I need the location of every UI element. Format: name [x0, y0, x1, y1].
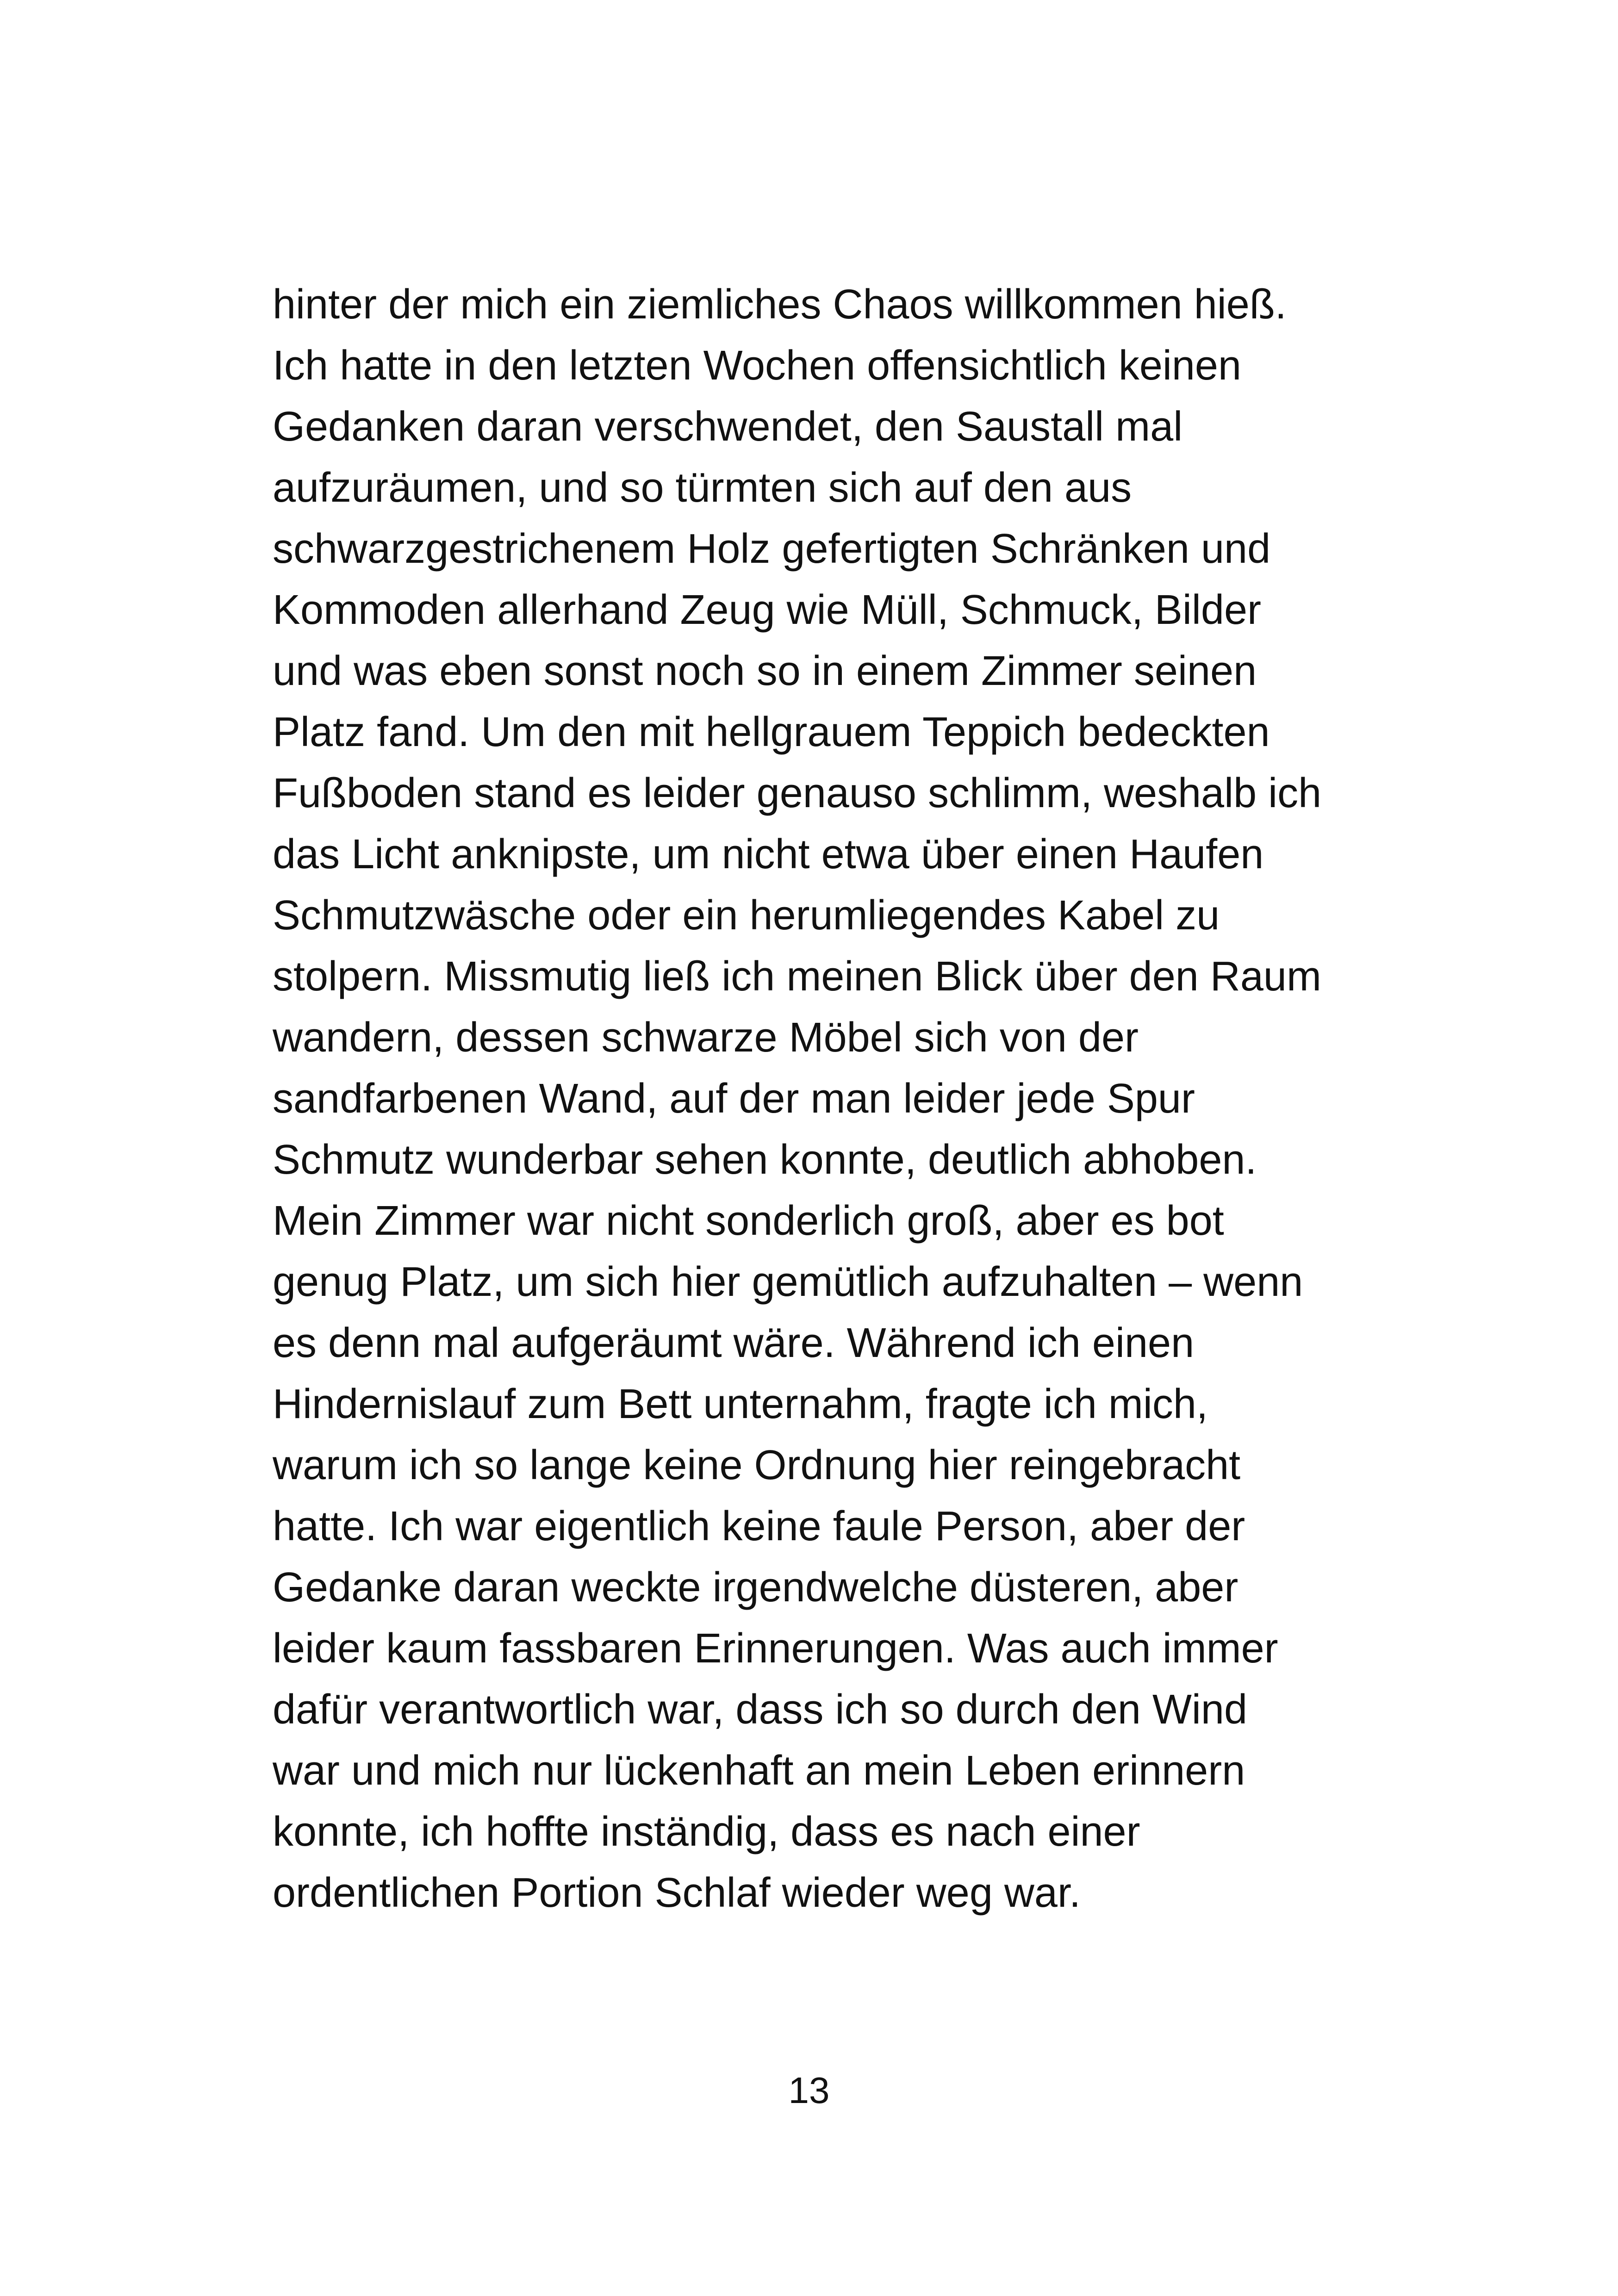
text-line: Gedanken daran verschwendet, den Saustall mal	[273, 404, 1183, 450]
text-line: ordentlichen Portion Schlaf wieder weg war.	[273, 1870, 1081, 1916]
page-number: 13	[788, 2070, 830, 2111]
text-line: konnte, ich hoffte inständig, dass es nach einer	[273, 1809, 1140, 1855]
text-line: warum ich so lange keine Ordnung hier reingebracht	[273, 1442, 1241, 1488]
text-line: leider kaum fassbaren Erinnerungen. Was auch immer	[273, 1625, 1278, 1672]
text-line: Fußboden stand es leider genauso schlimm, weshalb ich	[273, 770, 1322, 816]
text-line: hinter der mich ein ziemliches Chaos willkommen hieß.	[273, 281, 1287, 328]
text-line: Platz fand. Um den mit hellgrauem Teppich bedeckten	[273, 709, 1270, 755]
text-line: es denn mal aufgeräumt wäre. Während ich einen	[273, 1320, 1195, 1366]
text-line: Schmutzwäsche oder ein herumliegendes Kabel zu	[273, 892, 1220, 939]
text-line: das Licht anknipste, um nicht etwa über einen Haufen	[273, 831, 1264, 877]
text-line: dafür verantwortlich war, dass ich so durch den Wind	[273, 1686, 1247, 1733]
text-line: genug Platz, um sich hier gemütlich aufzuhalten – wenn	[273, 1259, 1303, 1305]
text-line: Gedanke daran weckte irgendwelche düsteren, aber	[273, 1564, 1238, 1611]
text-line: Kommoden allerhand Zeug wie Müll, Schmuck, Bilder	[273, 587, 1261, 633]
text-line: aufzuräumen, und so türmten sich auf den aus	[273, 465, 1132, 511]
text-line: wandern, dessen schwarze Möbel sich von der	[273, 1014, 1139, 1061]
text-line: Hindernislauf zum Bett unternahm, fragte ich mich,	[273, 1381, 1208, 1427]
text-line: Ich hatte in den letzten Wochen offensichtlich keinen	[273, 342, 1242, 389]
text-line: stolpern. Missmutig ließ ich meinen Blick über den Raum	[273, 953, 1321, 1000]
text-line: hatte. Ich war eigentlich keine faule Person, aber der	[273, 1503, 1245, 1549]
text-line: sandfarbenen Wand, auf der man leider jede Spur	[273, 1076, 1195, 1122]
text-line: Schmutz wunderbar sehen konnte, deutlich abhoben.	[273, 1137, 1257, 1183]
text-line: schwarzgestrichenem Holz gefertigten Schränken und	[273, 526, 1271, 572]
text-line: und was eben sonst noch so in einem Zimmer seinen	[273, 648, 1257, 694]
text-line: war und mich nur lückenhaft an mein Leben erinnern	[273, 1748, 1245, 1794]
body-text	[273, 274, 1383, 1923]
text-line: Mein Zimmer war nicht sonderlich groß, aber es bot	[273, 1198, 1224, 1244]
